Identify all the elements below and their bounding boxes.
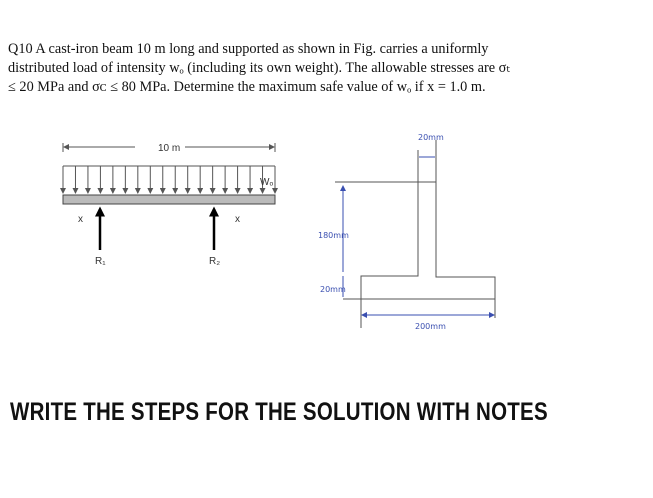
r2-label: R₂ <box>209 256 221 267</box>
problem-line-1: Q10 A cast-iron beam 10 m long and supported as shown in Fig. carries a uniformly <box>8 41 489 57</box>
length-label: 10 m <box>158 143 181 154</box>
x-right-label: x <box>235 214 240 225</box>
load-label: Wₒ <box>260 177 274 188</box>
web-width-label: 20mm <box>418 133 444 142</box>
beam-diagram <box>63 143 275 267</box>
instruction-heading: WRITE THE STEPS FOR THE SOLUTION WITH NOTES <box>10 398 548 426</box>
problem-line-3: ≤ 20 MPa and σᴄ ≤ 80 MPa. Determine the maximum safe value of wₒ if x = 1.0 m. <box>8 79 486 95</box>
flange-width-label: 200mm <box>415 322 446 331</box>
r1-label: R₁ <box>95 256 106 267</box>
t-section-diagram <box>335 140 495 328</box>
x-left-label: x <box>78 214 83 225</box>
problem-line-2: distributed load of intensity wₒ (including its own weight). The allowable stresses are σₜ <box>8 60 511 76</box>
flange-thickness-label: 20mm <box>320 285 346 294</box>
web-height-label: 180mm <box>318 231 349 240</box>
distributed-load-arrows <box>63 166 275 193</box>
